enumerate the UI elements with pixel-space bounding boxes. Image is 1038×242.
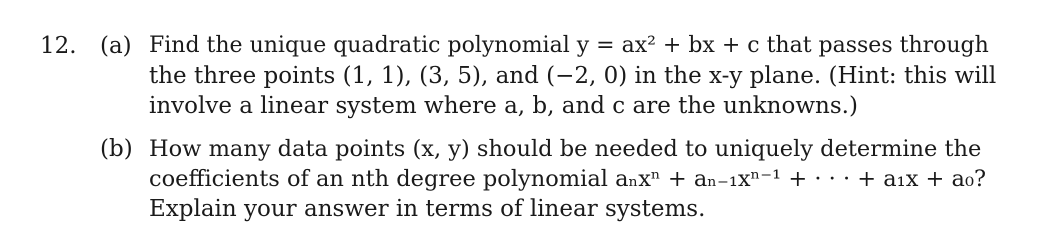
- part-b-line-1: How many data points (x, y) should be needed to uniquely determine the: [149, 136, 982, 162]
- part-b-line-2: coefficients of an nth degree polynomial aₙxⁿ + aₙ₋₁xⁿ⁻¹ + · · · + a₁x + a₀?: [149, 166, 987, 192]
- part-b-line-3: Explain your answer in terms of linear systems.: [149, 196, 706, 222]
- part-a-line-1: Find the unique quadratic polynomial y = ax² + bx + c that passes through: [149, 33, 989, 58]
- part-a-line-3: involve a linear system where a, b, and c are the unknowns.): [149, 93, 858, 119]
- problem-number: 12.: [40, 33, 77, 59]
- part-b-label: (b): [100, 136, 133, 162]
- part-a-label: (a): [100, 33, 132, 59]
- part-a-line-2: the three points (1, 1), (3, 5), and (−2, 0) in the x-y plane. (Hint: this will: [149, 63, 997, 89]
